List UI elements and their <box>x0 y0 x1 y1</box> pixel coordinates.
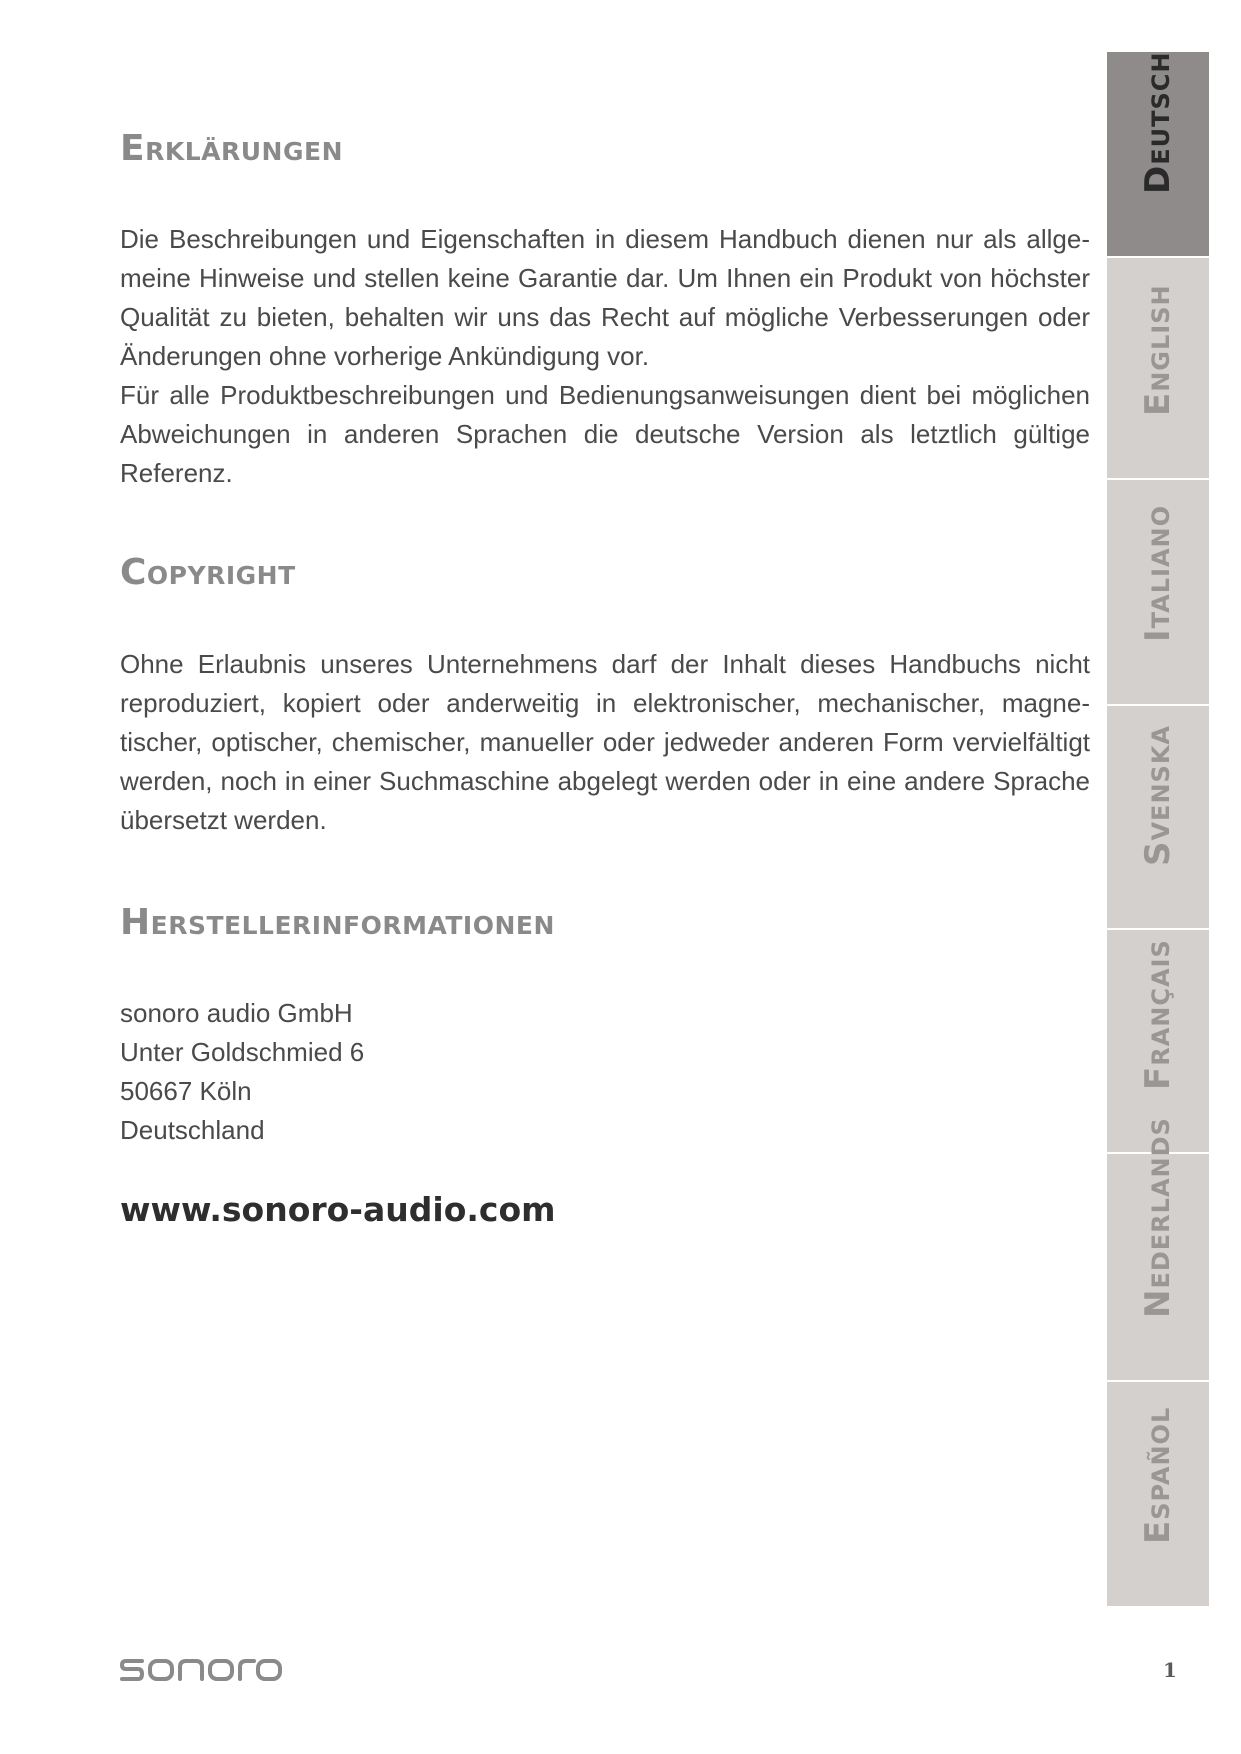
address-line-country: Deutschland <box>120 1115 265 1145</box>
tab-label-deutsch: Deutsch <box>1138 51 1178 194</box>
erklaerungen-paragraph-1: Die Beschreibungen und Eigenschaften in diesem Handbuch dienen nur als allgemeine Hinweise und stellen keine Garantie dar. Um Ihnen ein Produkt von höchster Qualität zu bieten, behalten wir uns das Recht auf mögliche Verbesserungen oder Änderungen ohne vorherige Ankündigung vor. <box>120 224 1090 371</box>
manufacturer-address <box>120 994 720 1150</box>
tab-label-italiano: Italiano <box>1138 504 1178 642</box>
heading-herstellerinformationen: Herstellerinformationen <box>120 902 555 943</box>
language-tabs <box>1107 52 1209 1608</box>
tab-deutsch[interactable] <box>1107 52 1209 258</box>
page-number: 1 <box>1163 1658 1177 1682</box>
tab-svenska[interactable] <box>1107 706 1209 930</box>
website-link[interactable]: www.sonoro-audio.com <box>120 1190 556 1229</box>
address-line-company: sonoro audio GmbH <box>120 998 353 1028</box>
tab-espanol[interactable] <box>1107 1382 1209 1608</box>
erklaerungen-paragraph-2: Für alle Produktbeschreibungen und Bedienungsanweisungen dient bei möglichen Abweichungen in anderen Sprachen die deutsche Version als letztlich gültige Referenz. <box>120 380 1090 488</box>
tab-label-nederlands: Nederlands <box>1138 1117 1178 1318</box>
tab-nederlands[interactable] <box>1107 1117 1209 1382</box>
tab-label-svenska: Svenska <box>1138 725 1178 866</box>
tab-label-francais: Français <box>1138 939 1178 1090</box>
address-line-street: Unter Goldschmied 6 <box>120 1037 365 1067</box>
heading-erklaerungen: Erklärungen <box>120 128 343 169</box>
address-line-city: 50667 Köln <box>120 1076 252 1106</box>
tab-label-espanol: Español <box>1138 1406 1178 1544</box>
tab-label-english: English <box>1138 284 1178 416</box>
sonoro-logo <box>120 1655 282 1685</box>
tab-english[interactable] <box>1107 258 1209 480</box>
tab-italiano[interactable] <box>1107 480 1209 706</box>
heading-copyright: Copyright <box>120 552 296 593</box>
copyright-paragraph: Ohne Erlaubnis unseres Unternehmens darf der Inhalt dieses Handbuchs nicht reproduziert, kopiert oder anderweitig in elektronischer, mechanischer, magnetischer, optischer, chemischer, manueller oder jedweder anderen Form vervielfältigt werden, noch in einer Suchmaschine abgelegt werden oder in eine andere Sprache übersetzt werden. <box>120 649 1090 835</box>
